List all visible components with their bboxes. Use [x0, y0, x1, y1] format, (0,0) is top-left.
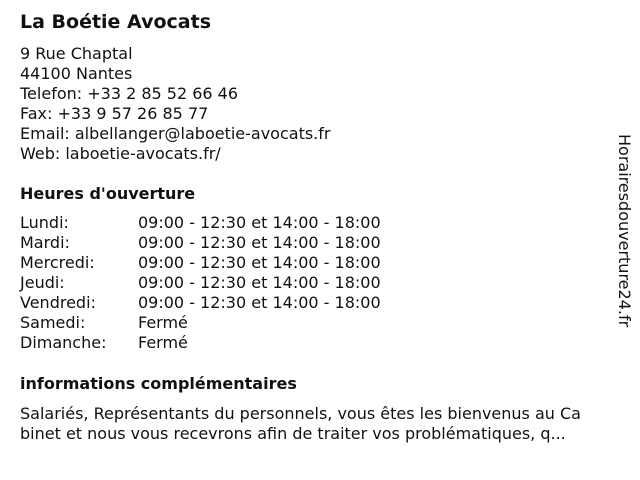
day-hours: Fermé	[138, 313, 188, 332]
info-line: Salariés, Représentants du personnels, vous êtes les bienvenus au Ca	[20, 404, 581, 423]
additional-info-heading: informations complémentaires	[20, 374, 297, 393]
hours-row-friday	[20, 293, 440, 313]
phone-number[interactable]: Telefon: +33 2 85 52 66 46	[20, 84, 239, 103]
address-city: 44100 Nantes	[20, 64, 133, 83]
hours-row-wednesday	[20, 253, 440, 273]
day-label: Lundi:	[20, 213, 69, 232]
day-label: Mardi:	[20, 233, 70, 252]
info-line: binet et nous vous recevrons afin de traiter vos problématiques, q...	[20, 424, 566, 443]
fax-number: Fax: +33 9 57 26 85 77	[20, 104, 209, 123]
address-street: 9 Rue Chaptal	[20, 44, 133, 63]
hours-row-tuesday	[20, 233, 440, 253]
day-hours: Fermé	[138, 333, 188, 352]
day-label: Dimanche:	[20, 333, 107, 352]
hours-row-sunday	[20, 333, 440, 353]
day-label: Jeudi:	[20, 273, 65, 292]
opening-hours-heading: Heures d'ouverture	[20, 184, 196, 203]
site-watermark: Horairesdouverture24.fr	[615, 134, 634, 328]
opening-hours-table	[20, 213, 440, 353]
contact-block	[20, 44, 330, 164]
hours-row-thursday	[20, 273, 440, 293]
day-label: Mercredi:	[20, 253, 95, 272]
day-label: Vendredi:	[20, 293, 96, 312]
hours-row-saturday	[20, 313, 440, 333]
additional-info-text	[20, 404, 630, 444]
email-address[interactable]: Email: albellanger@laboetie-avocats.fr	[20, 124, 331, 143]
day-hours: 09:00 - 12:30 et 14:00 - 18:00	[138, 233, 381, 252]
day-label: Samedi:	[20, 313, 86, 332]
hours-row-monday	[20, 213, 440, 233]
day-hours: 09:00 - 12:30 et 14:00 - 18:00	[138, 213, 381, 232]
business-name: La Boétie Avocats	[20, 11, 212, 33]
day-hours: 09:00 - 12:30 et 14:00 - 18:00	[138, 293, 381, 312]
day-hours: 09:00 - 12:30 et 14:00 - 18:00	[138, 273, 381, 292]
website-link[interactable]: Web: laboetie-avocats.fr/	[20, 144, 221, 163]
day-hours: 09:00 - 12:30 et 14:00 - 18:00	[138, 253, 381, 272]
